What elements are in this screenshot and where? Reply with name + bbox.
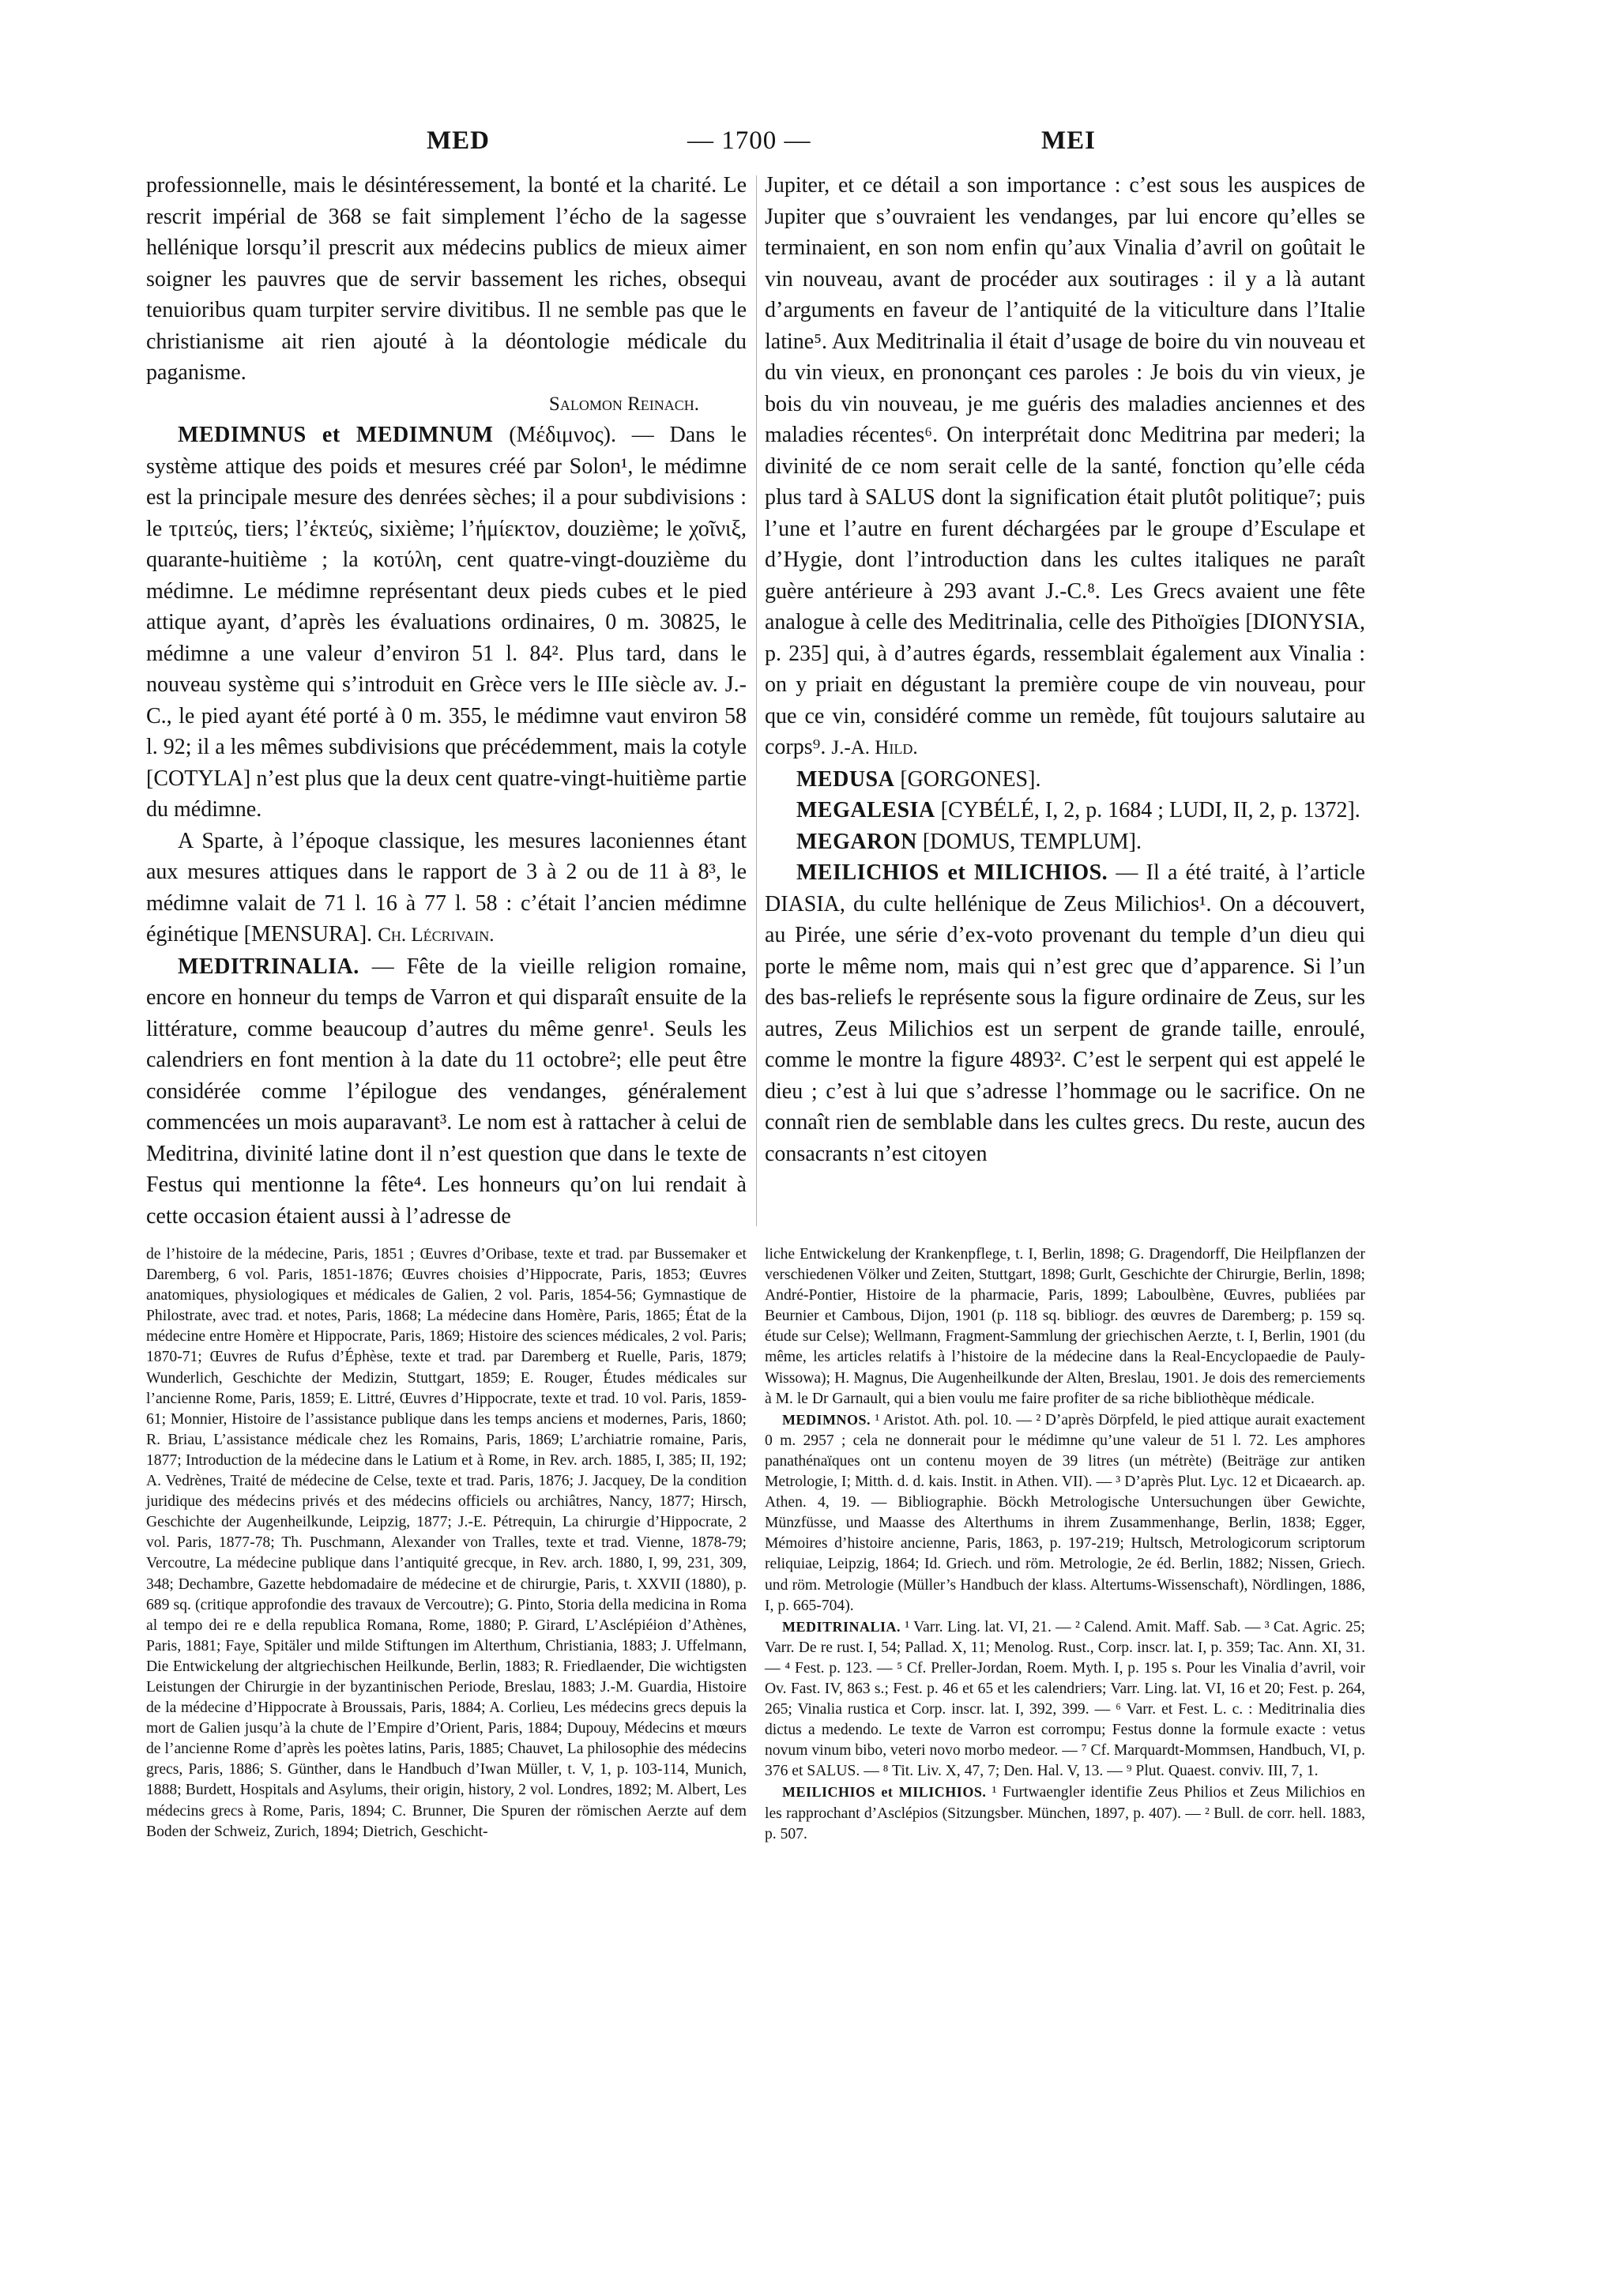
footnote-bibliography: de l’histoire de la médecine, Paris, 1851 ; Œuvres d’Oribase, texte et trad. par Bussemaker et Daremberg, 6 vol. Paris, 1851-1876; Œuvres choisies d’Hippocrate, Paris, 1853; Œuvres anatomiques, physiologiques et médicales de Galien, 2 vol. Paris, 1854-56; Gymnastique de Philostrate, avec trad. et notes, Paris, 1868; La médecine dans Homère, Paris, 1865; État de la médecine entre Homère et Hippocrate, Paris, 1869; Histoire des sciences médicales, 2 vol. Paris; 1870-71; Œuvres de Rufus d’Éphèse, texte et trad. par Daremberg et Ruelle, Paris, 1879; Wunderlich, Geschichte der Medizin, Stuttgart, 1859; E. Rouger, Études médicales sur l’ancienne Rome, Paris, 1859; E. Littré, Œuvres d’Hippocrate, texte et trad. 10 vol. Paris, 1859-61; Monnier, Histoire de l’assistance publique dans les temps anciens et modernes, Paris, 1860; R. Briau, L’assistance médicale chez les Romains, Paris, 1869; L’archiatrie romaine, Paris, 1877; Introduction de la médecine dans le Latium et à Rome, in Rev. arch. 1885, I, 385; II, 192; A. Vedrènes, Traité de médecine de Celse, texte et trad. Paris, 1876; J. Jacquey, De la condition juridique des médecins privés et des médecins officiels ou archiâtres, Nancy, 1877; Hirsch, Geschichte der Augenheilkunde, Leipzig, 1877; J.-E. Pétrequin, La chirurgie d’Hippocrate, 2 vol. Paris, 1877-78; Th. Puschmann, Alexander von Tralles, texte et trad. Vienne, 1878-79; Vercoutre, La médecine publique dans l’antiquité grecque, in Rev. arch. 1880, I, 99, 231, 309, 348; Dechambre, Gazette hebdomadaire de médecine et de chirurgie, Paris, t. XXVII (1880), p. 689 sq. (critique approfondie des travaux de Vercoutre); G. Pinto, Storia della medicina in Roma al tempo dei re e della republica Romana, Rome, 1880; P. Girard, L’Asclépiéion d’Athènes, Paris, 1881; Faye, Spitäler und milde Stiftungen im Alterthum, Christiania, 1883; J. Uffelmann, Die Entwickelung der altgriechischen Heilkunde, Berlin, 1883; R. Friedlaender, Die wichtigsten Leistungen der Chirurgie in der byzantinischen Periode, Breslau, 1883; J.-M. Guardia, Histoire de la médecine d’Hippocrate à Broussais, Paris, 1884; A. Corlieu, Les médecins grecs depuis la mort de Galien jusqu’à la chute de l’Empire d’Orient, Paris, 1884; Dupouy, Médecins et mœurs de l’ancienne Rome d’après les poètes latins, Paris, 1885; Chauvet, La philosophie des médecins grecs, Paris, 1886; S. Günther, dans le Handbuch d’Iwan Müller, t. V, 1, p. 103-114, Munich, 1888; Burdett, Hospitals and Asylums, their origin, history, 2 vol. Londres, 1892; M. Albert, Les médecins grecs à Rome, Paris, 1894; C. Brunner, Die Spuren der römischen Aerzte auf dem Boden der Schweiz, Zurich, 1894; Dietrich, Geschicht- — [146, 1246, 747, 1840]
column-divider — [756, 175, 757, 1226]
footnote-text-meilichios: ¹ Furtwaengler identifie Zeus Philios et Zeus Milichios en les rapprochant d’Asclépios (Sitzungsber. München, 1897, p. 407). — ² Bull. de corr. hell. 1883, p. 507. — [765, 1784, 1365, 1842]
footnote-medimnos — [765, 1410, 1365, 1617]
page-header — [0, 126, 1618, 161]
footnote-bibliography-cont: liche Entwickelung der Krankenpflege, t. I, Berlin, 1898; G. Dragendorff, Die Heilpflanzen der verschiedenen Völker und Zeiten, Stuttgart, 1898; Gurlt, Geschichte der Chirurgie, Berlin, 1898; André-Pontier, Histoire de la pharmacie, Paris, 1899; Laboulbène, Œuvres, publiées par Beurnier et Cambous, Dijon, 1901 (p. 118 sq. bibliogr. des œuvres de Daremberg; p. 159 sq. étude sur Celse); Wellmann, Fragment-Sammlung der griechischen Aerzte, t. I, Berlin, 1901 (du même, les articles relatifs à l’histoire de la médecine dans la Real-Encyclopaedie de Pauly-Wissowa); H. Magnus, Die Augenheilkunde der Alten, Breslau, 1901. Je dois des remerciements à M. le Dr Garnault, qui a bien voulu me faire profiter de sa riche bibliothèque médicale. — [765, 1246, 1365, 1407]
footnotes-left — [146, 1244, 747, 1842]
entry-term-medusa: MEDUSA — [796, 766, 895, 792]
footnote-tag-medimnos: MEDIMNOS. — [782, 1411, 871, 1428]
paragraph-meditrinalia-cont — [765, 170, 1365, 764]
entry-text-meilichios: — Il a été traité, à l’article DIASIA, du culte hellénique de Zeus Milichios¹. On a découvert, au Pirée, une série d’ex-voto provenant du temple d’un dieu qui porte le même nom, mais qui n’est grec que d’apparence. Si l’un des bas-reliefs le représente sous la figure ordinaire de Zeus, sur les autres, Zeus Milichios est un serpent de grande taille, enroulé, comme le montre la figure 4893². C’est le serpent qui est appelé le dieu ; c’est à lui que s’adresse l’hommage ou le sacrifice. On ne connaît rien de semblable dans les cultes grecs. Du reste, aucun des consacrants n’est citoyen — [765, 860, 1365, 1166]
entry-meditrinalia — [146, 951, 747, 1233]
right-column — [765, 170, 1365, 1169]
entry-medimnus — [146, 420, 747, 826]
entry-text-megalesia: [CYBÉLÉ, I, 2, p. 1684 ; LUDI, II, 2, p. 1372]. — [940, 798, 1360, 822]
paragraph-medicine-end: professionnelle, mais le désintéressement, la bonté et la charité. Le rescrit impérial de 368 se fait simplement l’écho de la sagesse hellénique lorsqu’il prescrit aux médecins publics de mieux aimer soigner les pauvres que de servir bassement les riches, obsequi tenuioribus quam turpiter servire divitibus. Il ne semble pas que le christianisme ait rien ajouté à la déontologie médicale du paganisme. — [146, 173, 747, 385]
entry-text-meditrinalia: — Fête de la vieille religion romaine, encore en honneur du temps de Varron et qui disparaît ensuite de la littérature, comme beaucoup d’autres du même genre¹. Seuls les calendriers en font mention à la date du 11 octobre²; elle peut être considérée comme l’épilogue des vendanges, généralement commencées un mois auparavant³. Le nom est à rattacher à celui de Meditrina, divinité latine dont il n’est question que dans le texte de Festus qui mentionne la fête⁴. Les honneurs qu’on lui rendait à cette occasion étaient aussi à l’adresse de — [146, 954, 747, 1229]
footnote-text-meditrinalia: ¹ Varr. Ling. lat. VI, 21. — ² Calend. Amit. Maff. Sab. — ³ Cat. Agric. 25; Varr. De re rust. I, 54; Pallad. X, 11; Menolog. Rust., Corp. inscr. lat. I, p. 359; Tac. Ann. XI, 31. — ⁴ Fest. p. 123. — ⁵ Cf. Preller-Jordan, Roem. Myth. I, p. 195 s. Pour les Vinalia d’avril, voir Ov. Fast. IV, 863 s.; Fest. p. 46 et 65 et les calendriers; Varr. Ling. lat. VI, 16 et 20; Fest. p. 264, 265; Vinalia rustica et Corp. inscr. lat. I, 392, 399. — ⁶ Varr. et Fest. L. c. : Meditrinalia dies dictus a medendo. Le texte de Varron est corrompu; Festus donne la formule exacte : vetus novum vinum bibo, veteri novo morbo medeor. — ⁷ Cf. Marquardt-Mommsen, Handbuch, VI, p. 376 et SALUS. — ⁸ Tit. Liv. X, 47, 7; Den. Hal. V, 13. — ⁹ Plut. Quaest. conviv. III, 7, 1. — [765, 1618, 1366, 1780]
footnote-meditrinalia — [765, 1617, 1365, 1782]
header-right: MEI — [1041, 126, 1096, 155]
entry-text-medimnus: (Μέδιμνος). — Dans le système attique des poids et mesures créé par Solon¹, le médimne est la principale mesure des denrées sèches; il a pour subdivisions : le τριτεύς, tiers; l’ἑκτεύς, sixième; l’ἡμίεκτον, douzième; le χοῖνιξ, quarante-huitième ; la κοτύλη, cent quatre-vingt-douzième du médimne. Le médimne représentant deux pieds cubes et le pied attique ayant, d’après les évaluations ordinaires, 0 m. 30825, le médimne a une valeur d’environ 51 l. 84². Plus tard, dans le nouveau système qui s’introduit en Grèce vers le IIIe siècle av. J.-C., le pied ayant été porté à 0 m. 355, le médimne vaut environ 58 l. 92; il a les mêmes subdivisions que précédemment, mais la cotyle [COTYLA] n’est plus que la deux cent quatre-vingt-huitième partie du médimne. — [146, 423, 747, 822]
entry-megaron — [765, 826, 1365, 858]
left-column — [146, 170, 747, 1232]
footnote-text-medimnos: ¹ Aristot. Ath. pol. 10. — ² D’après Dörpfeld, le pied attique aurait exactement 0 m. 2957 ; cela ne donnerait pour le médimne qu’une valeur de 51 l. 72. Les amphores panathénaïques ont un contenu moyen de 39 litres (un métrète) (Beiträge zur antiken Metrologie, I; Mitth. d. d. kais. Instit. in Athen. VII). — ³ D’après Plut. Lyc. 12 et Dicaearch. ap. Athen. 4, 19. — Bibliographie. Böckh Metrologische Untersuchungen über Gewichte, Münzfüsse, und Maasse des Alterthums in ihrem Zusammenhange, Berlin, 1838; Egger, Mémoires d’histoire ancienne, Paris, 1863, p. 197-219; Hultsch, Metrologicorum scriptorum reliquiae, Leipzig, 1864; Id. Griech. und röm. Metrologie, 2e éd. Berlin, 1882; Nissen, Griech. und röm. Metrologie (Müller’s Handbuch der klass. Altertums-Wissenschaft), Nördlingen, 1886, I, p. 665-704). — [765, 1411, 1365, 1614]
entry-megalesia — [765, 795, 1365, 826]
signature-hild: J.-A. Hild. — [831, 737, 918, 758]
entry-text-medusa: [GORGONES]. — [900, 766, 1041, 792]
page-number: — 1700 — — [687, 126, 811, 155]
entry-term-medimnus: MEDIMNUS et MEDIMNUM — [178, 423, 494, 447]
footnote-meilichios — [765, 1782, 1365, 1844]
meditrinalia-cont-text: Jupiter, et ce détail a son importance : c’est sous les auspices de Jupiter que s’ouvraient les vendanges, par lui encore qu’elles se terminaient, en son nom enfin qu’aux Vinalia d’avril on goûtait le vin nouveau, avant de procéder aux soutirages : il y a là autant d’arguments en faveur de l’antiquité de la viticulture dans l’Italie latine⁵. Aux Meditrinalia il était d’usage de boire du vin nouveau et du vin vieux, en prononçant ces paroles : Je bois du vin vieux, je bois du vin nouveau, je me guéris des maladies anciennes et des maladies récentes⁶. On interprétait donc Meditrina par mederi; la divinité de ce nom serait celle de la santé, fonction qu’elle céda plus tard à SALUS dont la signification était plutôt politique⁷; puis l’une et l’autre en furent déchargées par le groupe d’Esculape et d’Hygie, dont l’introduction dans les cultes italiques ne paraît guère antérieure à 293 avant J.-C.⁸. Les Grecs avaient une fête analogue à celle des Meditrinalia, celle des Pithoïgies [DIONYSIA, p. 235] qui, à d’autres égards, ressemblait également aux Vinalia : on y priait en dégustant la première coupe de vin nouveau, pour que ce vin, considéré comme un remède, fût toujours salutaire au corps⁹. — [765, 173, 1365, 759]
signature-lecrivain: Ch. Lécrivain. — [378, 924, 495, 946]
footnote-tag-meditrinalia: MEDITRINALIA. — [782, 1618, 901, 1635]
entry-term-meditrinalia: MEDITRINALIA. — [178, 954, 359, 979]
entry-term-meilichios: MEILICHIOS et MILICHIOS. — [796, 860, 1108, 885]
footnote-tag-meilichios: MEILICHIOS et MILICHIOS. — [782, 1784, 987, 1801]
entry-meilichios — [765, 857, 1365, 1169]
entry-term-megalesia: MEGALESIA — [796, 798, 935, 822]
entry-text-megaron: [DOMUS, TEMPLUM]. — [922, 829, 1142, 854]
sparta-text: A Sparte, à l’époque classique, les mesures laconiennes étant aux mesures attiques dans le rapport de 3 à 2 ou de 11 à 8³, le médimne valait de 71 l. 16 à 77 l. 58 : c’était l’ancien médimne éginétique [MENSURA]. — [146, 828, 747, 947]
paragraph-sparta — [146, 826, 747, 951]
entry-medusa — [765, 764, 1365, 796]
footnotes-right — [765, 1244, 1365, 1845]
signature-reinach: Salomon Reinach. — [548, 393, 699, 415]
entry-term-megaron: MEGARON — [796, 829, 917, 854]
header-left: MED — [427, 126, 490, 155]
